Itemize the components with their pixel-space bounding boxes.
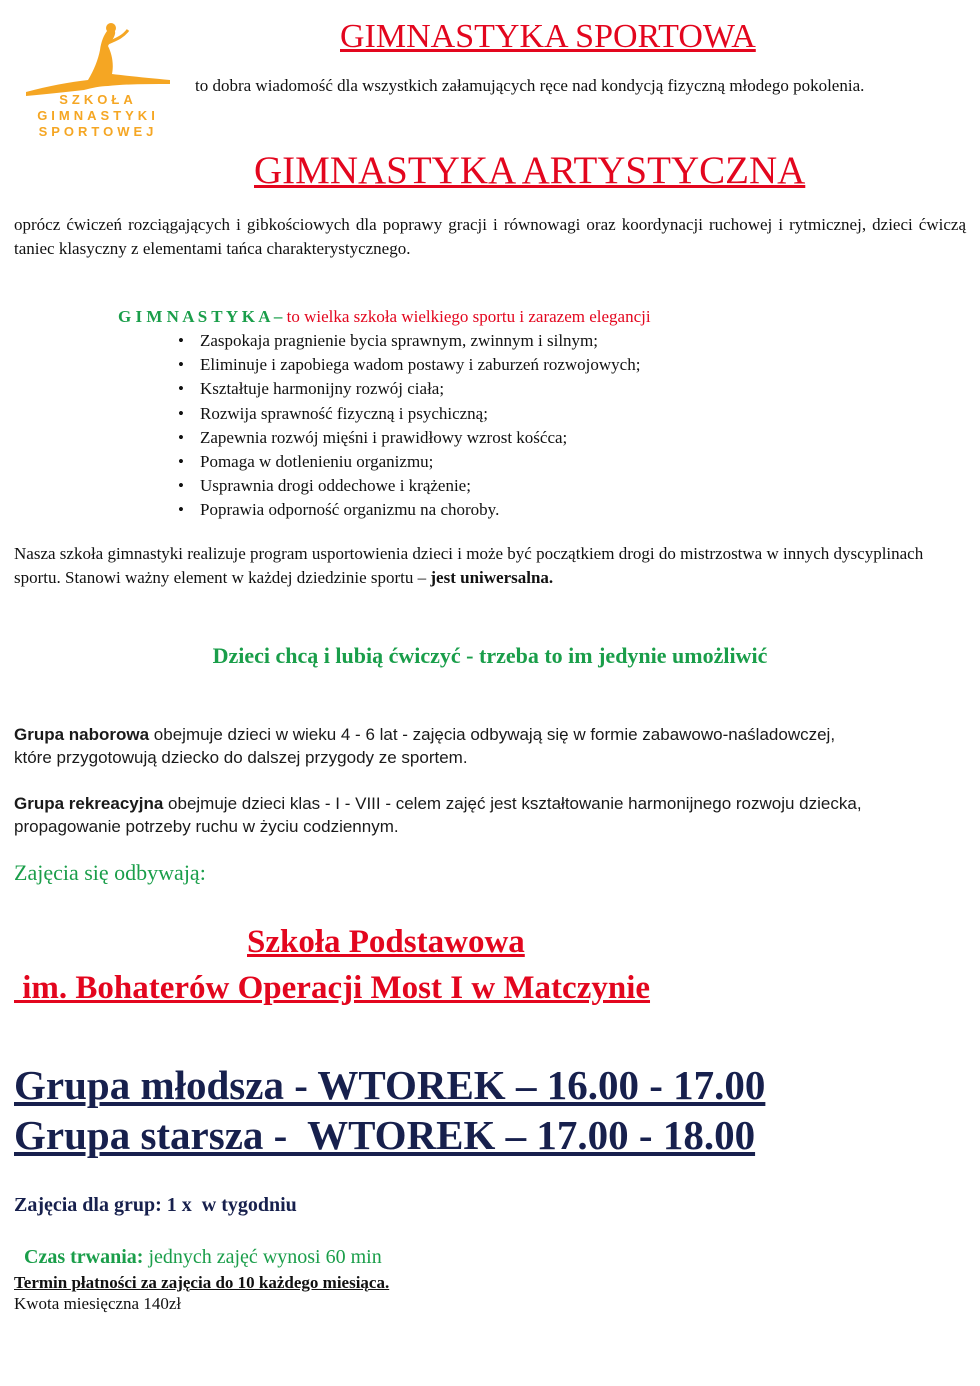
list-item: • Usprawnia drogi oddechowe i krążenie; xyxy=(174,474,874,498)
grupa-rekreacyjna-label: Grupa rekreacyjna xyxy=(14,794,164,813)
school-paragraph-bold: jest uniwersalna. xyxy=(430,568,554,587)
school-name-line-1: Szkoła Podstawowa xyxy=(247,924,525,960)
school-paragraph-text: Nasza szkoła gimnastyki realizuje program usportowienia dzieci i może być początkiem drogi do mistrzostwa w innych dyscyplinach sportu. Stanowi ważny element w każdej dziedzinie sportu – xyxy=(14,544,924,587)
zajecia-odbywaja: Zajęcia się odbywają: xyxy=(14,860,206,885)
list-item: • Rozwija sprawność fizyczną i psychiczną; xyxy=(174,402,874,426)
logo-line-3: SPORTOWEJ xyxy=(38,124,158,139)
frequency: Zajęcia dla grup: 1 x w tygodniu xyxy=(14,1194,297,1216)
logo-line-1: SZKOŁA xyxy=(59,92,137,107)
title-sportowa: GIMNASTYKA SPORTOWA xyxy=(340,18,756,55)
title-artystyczna: GIMNASTYKA ARTYSTYCZNA xyxy=(254,149,806,192)
grupa-naborowa-label: Grupa naborowa xyxy=(14,725,150,744)
grupa-naborowa xyxy=(14,723,874,769)
duration xyxy=(14,1218,382,1270)
duration-text: jednych zajęć wynosi 60 min xyxy=(143,1246,382,1268)
schedule-mlodsza: Grupa młodsza - WTOREK – 16.00 - 17.00 xyxy=(14,1062,766,1108)
monthly-fee: Kwota miesięczna 140zł xyxy=(14,1294,182,1313)
schedule-starsza: Grupa starsza - WTOREK – 17.00 - 18.00 xyxy=(14,1112,756,1158)
list-item: • Poprawia odporność organizmu na choroby. xyxy=(174,498,874,522)
gimnastyka-rest: to wielka szkoła wielkiego sportu i zarazem elegancji xyxy=(282,307,651,326)
intro-text: to dobra wiadomość dla wszystkich załamujących ręce nad kondycją fizyczną młodego pokolenia. xyxy=(195,76,865,95)
list-item: • Zaspokaja pragnienie bycia sprawnym, zwinnym i silnym; xyxy=(174,329,874,353)
slogan: Dzieci chcą i lubią ćwiczyć - trzeba to im jedynie umożliwić xyxy=(212,643,768,668)
grupa-rekreacyjna xyxy=(14,792,934,838)
school-name-line-2: im. Bohaterów Operacji Most I w Matczynie xyxy=(14,970,651,1006)
gimnastyka-spaced: G I M N A S T Y K A – xyxy=(118,307,283,326)
benefits-list xyxy=(174,329,874,523)
list-item: • Pomaga w dotlenieniu organizmu; xyxy=(174,450,874,474)
logo xyxy=(8,20,188,140)
grupa-rekreacyjna-text: obejmuje dzieci klas - I - VIII - celem zajęć jest kształtowanie harmonijnego rozwoju dziecka, propagowanie potrzeby ruchu w życiu codziennym. xyxy=(14,794,862,836)
list-item: • Zapewnia rozwój mięśni i prawidłowy wzrost kośćca; xyxy=(174,426,874,450)
list-item: • Kształtuje harmonijny rozwój ciała; xyxy=(174,377,874,401)
grupa-naborowa-text: obejmuje dzieci w wieku 4 - 6 lat - zajęcia odbywają się w formie zabawowo-naśladowczej, które przygotowują dziecko do dalszej przygody ze sportem. xyxy=(14,725,836,767)
payment-deadline: Termin płatności za zajęcia do 10 każdego miesiąca. xyxy=(14,1273,390,1292)
artystyczna-text: oprócz ćwiczeń rozciągających i gibkościowych dla poprawy gracji i równowagi oraz koordynacji ruchowej i rytmicznej, dzieci ćwiczą taniec klasyczny z elementami tańca charakterystycznego. xyxy=(14,215,966,258)
logo-line-2: GIMNASTYKI xyxy=(37,108,159,123)
duration-label: Czas trwania: xyxy=(24,1246,144,1268)
list-item: • Eliminuje i zapobiega wadom postawy i zaburzeń rozwojowych; xyxy=(174,353,874,377)
school-paragraph xyxy=(14,542,969,590)
gimnastyka-heading xyxy=(118,305,651,329)
